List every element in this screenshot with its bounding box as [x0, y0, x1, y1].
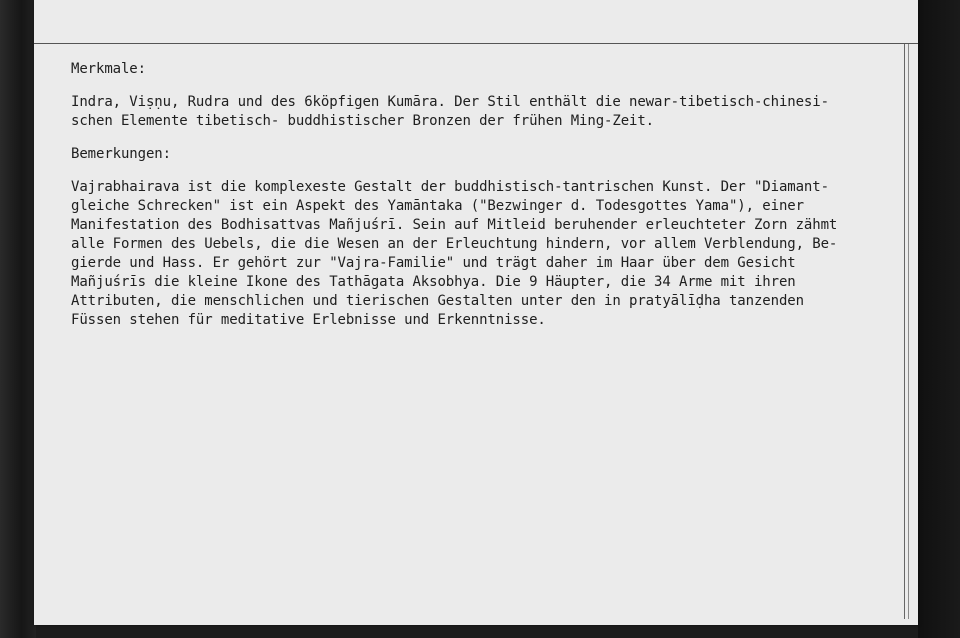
text-line: Attributen, die menschlichen und tierischen Gestalten unter den in pratyālīḍha tanzenden: [71, 293, 804, 309]
text-line: gleiche Schrecken" ist ein Aspekt des Yamāntaka ("Bezwinger d. Todesgottes Yama"), einer: [71, 198, 804, 214]
text-line: Vajrabhairava ist die komplexeste Gestalt der buddhistisch-tantrischen Kunst. Der "Diamant-: [71, 179, 829, 195]
text-line: schen Elemente tibetisch- buddhistischer Bronzen der frühen Ming-Zeit.: [71, 113, 655, 129]
card-body: [71, 60, 901, 344]
scan-background-right: [918, 0, 960, 638]
header-divider: [34, 43, 918, 44]
text-line: Mañjuśrīs die kleine Ikone des Tathāgata Aksobhya. Die 9 Häupter, die 34 Arme mit ihren: [71, 274, 796, 290]
text-line: gierde und Hass. Er gehört zur "Vajra-Familie" und trägt daher im Haar über dem Gesicht: [71, 255, 796, 271]
bemerkungen-heading: Bemerkungen:: [71, 146, 171, 162]
scan-background-left: [0, 0, 36, 638]
merkmale-text: [71, 93, 901, 131]
text-line: Füssen stehen für meditative Erlebnisse und Erkenntnisse.: [71, 312, 546, 328]
margin-rule-outer: [904, 44, 905, 619]
index-card: [34, 0, 918, 625]
merkmale-heading: Merkmale:: [71, 61, 146, 77]
margin-rule-inner: [908, 44, 909, 619]
text-line: Manifestation des Bodhisattvas Mañjuśrī. Sein auf Mitleid beruhender erleuchteter Zorn zähmt: [71, 217, 838, 233]
text-line: alle Formen des Uebels, die die Wesen an der Erleuchtung hindern, vor allem Verblendung, Be-: [71, 236, 838, 252]
text-line: Indra, Viṣṇu, Rudra und des 6köpfigen Kumāra. Der Stil enthält die newar-tibetisch-chinesi-: [71, 94, 829, 110]
bemerkungen-text: [71, 178, 901, 330]
